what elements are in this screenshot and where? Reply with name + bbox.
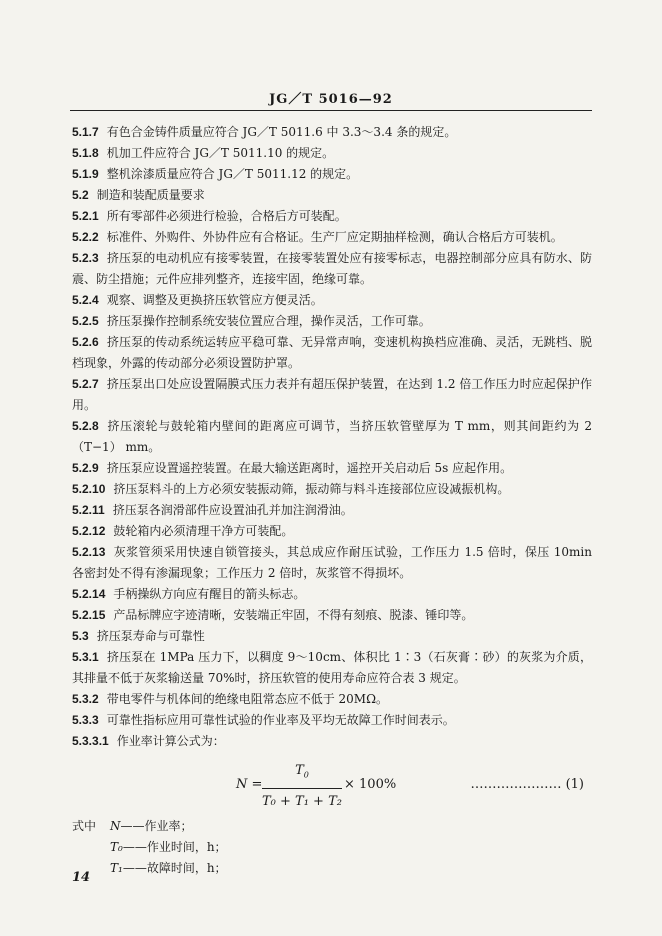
clause-text: 可靠性指标应用可靠性试验的作业率及平均无故障工作时间表示。 bbox=[106, 713, 455, 727]
clause-text: 挤压泵在 1MPa 压力下，以稠度 9～10cm、体积比 1∶3（石灰膏∶砂）的灰浆为介质，其排量不低于灰浆输送量 70%时，挤压软管的使用寿命应符合表 3 规定。 bbox=[72, 650, 592, 685]
variable-row: 式中 N——作业率； bbox=[72, 816, 592, 837]
formula-1 bbox=[72, 760, 592, 810]
clause-paragraph bbox=[72, 458, 592, 479]
clause-paragraph bbox=[72, 122, 592, 143]
clause-number: 5.1.7 bbox=[72, 125, 99, 139]
clause-paragraph bbox=[72, 206, 592, 227]
clause-text: 有色合金铸件质量应符合 JG／T 5011.6 中 3.3～3.4 条的规定。 bbox=[106, 125, 457, 139]
clause-number: 5.2 bbox=[72, 188, 89, 202]
clause-paragraph bbox=[72, 689, 592, 710]
header-rule bbox=[70, 110, 592, 111]
clause-number: 5.2.2 bbox=[72, 230, 99, 244]
clause-text: 挤压泵料斗的上方必须安装振动筛，振动筛与料斗连接部位应设减振机构。 bbox=[113, 482, 510, 496]
clause-text: 挤压泵的电动机应有接零装置，在接零装置处应有接零标志，电器控制部分应具有防水、防震、防尘措施；元件应排列整齐，连接牢固，绝缘可靠。 bbox=[72, 251, 592, 286]
clause-number: 5.2.11 bbox=[72, 503, 105, 517]
clause-paragraph bbox=[72, 542, 592, 584]
clause-text: 挤压泵寿命与可靠性 bbox=[96, 629, 205, 643]
formula-lhs: N = bbox=[236, 777, 263, 792]
clause-text: 挤压泵各润滑部件应设置油孔并加注润滑油。 bbox=[112, 503, 353, 517]
clause-paragraph bbox=[72, 185, 592, 206]
clause-number: 5.2.5 bbox=[72, 314, 99, 328]
clause-paragraph bbox=[72, 710, 592, 731]
formula-fraction bbox=[262, 760, 342, 812]
variable-row: T₁——故障时间，h； bbox=[110, 861, 227, 875]
clause-number: 5.2.14 bbox=[72, 587, 106, 601]
clause-number: 5.2.4 bbox=[72, 293, 99, 307]
clause-number: 5.1.8 bbox=[72, 146, 99, 160]
clause-paragraph bbox=[72, 374, 592, 416]
clause-number: 5.3.3.1 bbox=[72, 734, 109, 748]
clause-paragraph bbox=[72, 227, 592, 248]
clause-paragraph bbox=[72, 584, 592, 605]
clause-text: 鼓轮箱内必须清理干净方可装配。 bbox=[113, 524, 294, 538]
clause-number: 5.3.2 bbox=[72, 692, 99, 706]
clause-paragraph bbox=[72, 626, 592, 647]
clause-number: 5.2.10 bbox=[72, 482, 106, 496]
clause-number: 5.1.9 bbox=[72, 167, 99, 181]
clause-paragraph bbox=[72, 164, 592, 185]
formula-numerator: $T_0$ bbox=[262, 760, 342, 789]
clause-number: 5.3.1 bbox=[72, 650, 99, 664]
clause-number: 5.2.1 bbox=[72, 209, 99, 223]
clause-paragraph bbox=[72, 416, 592, 458]
formula-denominator: T₀ + T₁ + T₂ bbox=[262, 793, 342, 809]
clause-number: 5.2.13 bbox=[72, 545, 106, 559]
clause-text: 整机涂漆质量应符合 JG／T 5011.12 的规定。 bbox=[106, 167, 359, 181]
clause-text: 机加工件应符合 JG／T 5011.10 的规定。 bbox=[106, 146, 335, 160]
formula-number: ………………… (1) bbox=[470, 777, 584, 792]
clause-number: 5.2.9 bbox=[72, 461, 99, 475]
clause-text: 制造和装配质量要求 bbox=[96, 188, 205, 202]
variable-lead: 式中 bbox=[72, 819, 97, 833]
clause-text: 灰浆管须采用快速自锁管接头，其总成应作耐压试验，工作压力 1.5 倍时，保压 10min 各密封处不得有渗漏现象；工作压力 2 倍时，灰浆管不得损坏。 bbox=[72, 545, 592, 580]
clause-text: 标准件、外购件、外协件应有合格证。生产厂应定期抽样检测，确认合格后方可装机。 bbox=[106, 230, 563, 244]
clause-text: 观察、调整及更换挤压软管应方便灵活。 bbox=[106, 293, 323, 307]
clause-number: 5.2.7 bbox=[72, 377, 99, 391]
clause-paragraph bbox=[72, 521, 592, 542]
clause-paragraph bbox=[72, 248, 592, 290]
clause-number: 5.2.12 bbox=[72, 524, 106, 538]
clause-paragraph bbox=[72, 479, 592, 500]
clause-text: 手柄操纵方向应有醒目的箭头标志。 bbox=[113, 587, 306, 601]
clause-text: 所有零部件必须进行检验，合格后方可装配。 bbox=[106, 209, 347, 223]
clause-number: 5.2.6 bbox=[72, 335, 99, 349]
clause-text: 挤压泵操作控制系统安装位置应合理，操作灵活，工作可靠。 bbox=[106, 314, 431, 328]
clause-number: 5.2.3 bbox=[72, 251, 99, 265]
clause-number: 5.3.3 bbox=[72, 713, 99, 727]
clause-text: 挤压泵出口处应设置隔膜式压力表并有超压保护装置，在达到 1.2 倍工作压力时应起保护作用。 bbox=[72, 377, 592, 412]
clause-paragraph bbox=[72, 647, 592, 689]
clause-text: 挤压泵的传动系统运转应平稳可靠、无异常声响，变速机构换档应准确、灵活，无跳档、脱档现象，外露的传动部分必须设置防护罩。 bbox=[72, 335, 592, 370]
page-header: JG／T 5016—92 bbox=[269, 92, 393, 107]
clause-paragraph bbox=[72, 311, 592, 332]
document-body bbox=[72, 122, 592, 879]
variable-list bbox=[72, 816, 592, 879]
clause-text: 产品标牌应字迹清晰，安装端正牢固，不得有刻痕、脱漆、锤印等。 bbox=[113, 608, 474, 622]
clause-paragraph bbox=[72, 731, 592, 752]
variable-row: T₀——作业时间，h； bbox=[110, 840, 227, 854]
clause-paragraph bbox=[72, 143, 592, 164]
clause-paragraph bbox=[72, 605, 592, 626]
clause-text: 挤压滚轮与鼓轮箱内壁间的距离应可调节，当挤压软管壁厚为 T mm，则其间距约为 2（T−1） mm。 bbox=[72, 419, 592, 454]
clause-paragraph bbox=[72, 500, 592, 521]
clause-paragraph bbox=[72, 332, 592, 374]
clause-paragraph bbox=[72, 290, 592, 311]
formula-rhs: × 100% bbox=[344, 777, 397, 792]
clause-number: 5.3 bbox=[72, 629, 89, 643]
clause-text: 作业率计算公式为： bbox=[116, 734, 225, 748]
clause-number: 5.2.8 bbox=[72, 419, 99, 433]
page-number: 14 bbox=[72, 870, 91, 885]
clause-text: 挤压泵应设置遥控装置。在最大输送距离时，遥控开关启动后 5s 应起作用。 bbox=[106, 461, 513, 475]
clause-number: 5.2.15 bbox=[72, 608, 106, 622]
clause-text: 带电零件与机体间的绝缘电阻常态应不低于 20MΩ。 bbox=[106, 692, 389, 706]
paragraph-list bbox=[72, 122, 592, 752]
